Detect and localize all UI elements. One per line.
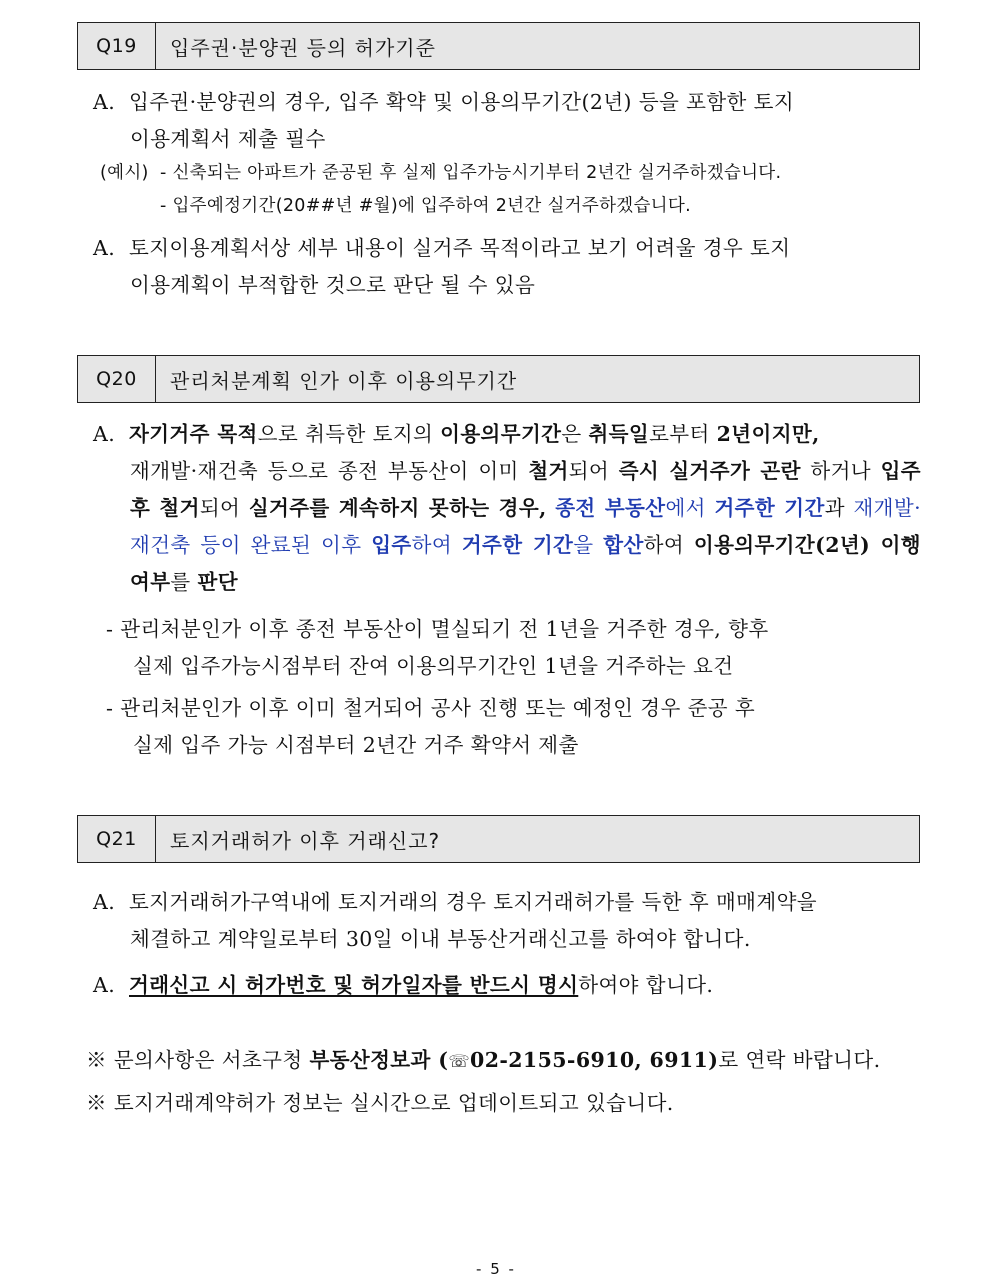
answer-continuation [93,453,921,601]
note-text: 토지거래계약허가 정보는 실시간으로 업데이트되고 있습니다. [113,1091,674,1115]
text-bold: 실거주를 계속하지 못하는 경우, [248,496,547,520]
text-blue: 에서 [665,496,706,520]
q19-example-2: - 입주예정기간(20##년 #월)에 입주하여 2년간 실거주하겠습니다. [160,196,691,216]
q20-dash-1 [106,611,921,685]
text-bold: 취득일 [588,422,650,446]
q19-title: 입주권·분양권 등의 허가기준 [170,35,436,60]
q19-header [77,22,920,70]
q20-dash-2 [106,690,921,764]
q21-title: 토지거래허가 이후 거래신고? [170,828,441,853]
q19-example-1: - 신축되는 아파트가 준공된 후 실제 입주가능시기부터 2년간 실거주하겠습니다. [160,163,782,183]
text-bold: 이용의무기간 [440,422,562,446]
text-bold-blue: 거주한 기간 [714,496,825,520]
note-text: 로 연락 바랍니다. [718,1048,881,1072]
text-bold: 자기거주 목적 [129,422,258,446]
answer-text: 입주권·분양권의 경우, 입주 확약 및 이용의무기간(2년) 등을 포함한 토지 [129,90,795,114]
answer-text: 토지거래허가구역내에 토지거래의 경우 토지거래허가를 득한 후 매매계약을 [129,890,817,914]
answer-underlined: 거래신고 시 허가번호 및 허가일자를 반드시 명시 [129,973,579,997]
text-blue: 을 [573,533,594,557]
answer-label: A. [93,890,116,914]
q21-number: Q21 [78,816,156,862]
text-bold-blue: 입주 [371,533,412,557]
text: 되어 [199,496,249,520]
text-blue: 하여 [411,533,462,557]
text-blue: 재개발·재건축 등이 완료된 이후 [130,496,922,557]
q21-answer-1 [93,884,921,958]
q21-header [77,815,920,863]
text: 과 [824,496,854,520]
q19-answer-2 [93,230,921,304]
note-mark: ※ [86,1091,107,1115]
department-name: 부동산정보과 [309,1048,431,1072]
text-bold: 2년이지만, [716,422,820,446]
answer-label: A. [93,236,116,260]
text-bold-blue: 합산 [603,533,644,557]
q19-example-prefix: (예시) [100,163,149,183]
phone-number: 02-2155-6910, 6911) [470,1048,719,1072]
text-bold: 판단 [197,570,238,594]
text-bold: 즉시 실거주가 곤란 [618,459,801,483]
answer-text: 토지이용계획서상 세부 내용이 실거주 목적이라고 보기 어려울 경우 토지 [129,236,791,260]
answer-text: 하여야 합니다. [578,973,714,997]
q21-answer-2 [93,967,921,1004]
text-bold: 철거 [528,459,569,483]
text: 를 [170,570,198,594]
phone-icon: ☏ [448,1052,471,1072]
q20-header [77,355,920,403]
answer-text: 이용계획서 제출 필수 [130,127,326,151]
answer-label: A. [93,973,116,997]
answer-text: 체결하고 계약일로부터 30일 이내 부동산거래신고를 하여야 합니다. [130,927,751,951]
text: 하여 [643,533,694,557]
text-bold-blue: 거주한 기간 [461,533,574,557]
text: 재개발·재건축 등으로 종전 부동산이 이미 [130,459,529,483]
dash-text: - 관리처분인가 이후 이미 철거되어 공사 진행 또는 예정인 경우 준공 후 [106,696,756,720]
paren: ( [430,1048,449,1072]
answer-label: A. [93,422,116,446]
note-text: 문의사항은 서초구청 [113,1048,310,1072]
text [547,496,556,520]
text: 되어 [568,459,619,483]
q20-answer [93,416,921,601]
q20-number: Q20 [78,356,156,402]
text: 은 [561,422,589,446]
answer-text: 이용계획이 부적합한 것으로 판단 될 수 있음 [130,273,536,297]
note-contact [86,1042,881,1080]
page-number: - 5 - [476,1260,516,1278]
note-mark: ※ [86,1048,107,1072]
note-update [86,1085,674,1121]
text: 하거나 [810,459,881,483]
text: 으로 취득한 토지의 [257,422,441,446]
dash-text: - 관리처분인가 이후 종전 부동산이 멸실되기 전 1년을 거주한 경우, 향후 [106,617,769,641]
dash-text: 실제 입주가능시점부터 잔여 이용의무기간인 1년을 거주하는 요건 [133,654,734,678]
text: 로부터 [649,422,717,446]
q19-number: Q19 [78,23,156,69]
text-bold: 이용의무기간(2년) 이행 여부 [130,533,921,594]
q20-title: 관리처분계획 인가 이후 이용의무기간 [170,368,518,393]
q19-answer-1 [93,84,921,158]
answer-label: A. [93,90,116,114]
text-bold: 입주 후 철거 [130,459,921,520]
text-bold-blue: 종전 부동산 [555,496,666,520]
dash-text: 실제 입주 가능 시점부터 2년간 거주 확약서 제출 [133,733,579,757]
